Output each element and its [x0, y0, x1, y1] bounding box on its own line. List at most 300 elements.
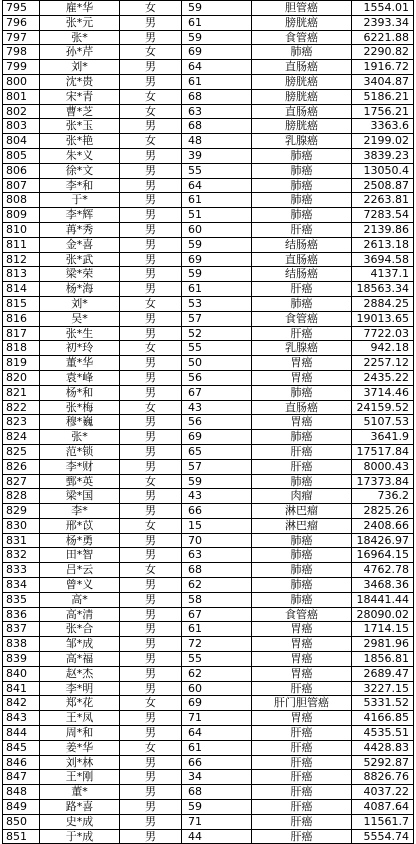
diagnosis-cell: 肝门胆管癌: [252, 696, 352, 711]
patient-sex-cell: 男: [120, 415, 182, 430]
amount-cell: 2825.26: [352, 504, 414, 519]
row-number-cell: 837: [3, 622, 40, 637]
patient-age-cell: 63: [182, 104, 252, 119]
patient-age-cell: 52: [182, 326, 252, 341]
table-row: [3, 370, 414, 385]
patient-name-cell: 初*玲: [40, 341, 120, 356]
patient-sex-cell: 女: [120, 740, 182, 755]
amount-cell: 2435.22: [352, 370, 414, 385]
amount-cell: 4166.85: [352, 711, 414, 726]
patient-sex-cell: 男: [120, 15, 182, 30]
table-row: [3, 30, 414, 45]
table-row: [3, 814, 414, 829]
patient-age-cell: 64: [182, 60, 252, 75]
patient-sex-cell: 男: [120, 208, 182, 223]
amount-cell: 5292.87: [352, 755, 414, 770]
patient-age-cell: 43: [182, 489, 252, 504]
amount-cell: 6221.88: [352, 30, 414, 45]
patient-age-cell: 55: [182, 341, 252, 356]
patient-sex-cell: 女: [120, 518, 182, 533]
row-number-cell: 795: [3, 1, 40, 16]
patient-name-cell: 穆*巍: [40, 415, 120, 430]
patient-name-cell: 李*: [40, 504, 120, 519]
amount-cell: 1714.15: [352, 622, 414, 637]
patient-sex-cell: 女: [120, 1, 182, 16]
table-row: [3, 60, 414, 75]
amount-cell: 2981.96: [352, 637, 414, 652]
amount-cell: 28090.02: [352, 607, 414, 622]
patient-sex-cell: 男: [120, 282, 182, 297]
table-row: [3, 89, 414, 104]
patient-name-cell: 张*玉: [40, 119, 120, 134]
row-number-cell: 810: [3, 222, 40, 237]
table-row: [3, 74, 414, 89]
patient-age-cell: 71: [182, 814, 252, 829]
patient-sex-cell: 男: [120, 444, 182, 459]
table-row: [3, 296, 414, 311]
patient-age-cell: 64: [182, 726, 252, 741]
amount-cell: 2257.12: [352, 356, 414, 371]
patient-name-cell: 王*凤: [40, 711, 120, 726]
row-number-cell: 815: [3, 296, 40, 311]
diagnosis-cell: 直肠癌: [252, 104, 352, 119]
patient-sex-cell: 男: [120, 163, 182, 178]
patient-name-cell: 王*刚: [40, 770, 120, 785]
patient-name-cell: 李*和: [40, 178, 120, 193]
patient-sex-cell: 男: [120, 829, 182, 844]
patient-name-cell: 杨*勇: [40, 533, 120, 548]
patient-age-cell: 43: [182, 400, 252, 415]
row-number-cell: 846: [3, 755, 40, 770]
patient-sex-cell: 女: [120, 45, 182, 60]
patient-age-cell: 55: [182, 652, 252, 667]
patient-name-cell: 田*智: [40, 548, 120, 563]
table-row: [3, 563, 414, 578]
amount-cell: 5186.21: [352, 89, 414, 104]
amount-cell: 8826.76: [352, 770, 414, 785]
table-row: [3, 755, 414, 770]
row-number-cell: 802: [3, 104, 40, 119]
patient-age-cell: 34: [182, 770, 252, 785]
table-row: [3, 134, 414, 149]
patient-sex-cell: 男: [120, 430, 182, 445]
diagnosis-cell: 胃癌: [252, 370, 352, 385]
amount-cell: 13050.4: [352, 163, 414, 178]
row-number-cell: 801: [3, 89, 40, 104]
amount-cell: 4087.64: [352, 800, 414, 815]
amount-cell: 3227.15: [352, 681, 414, 696]
row-number-cell: 806: [3, 163, 40, 178]
diagnosis-cell: 胆管癌: [252, 1, 352, 16]
row-number-cell: 850: [3, 814, 40, 829]
patient-name-cell: 周*和: [40, 726, 120, 741]
row-number-cell: 847: [3, 770, 40, 785]
patient-name-cell: 张*武: [40, 252, 120, 267]
patient-sex-cell: 男: [120, 578, 182, 593]
patient-sex-cell: 男: [120, 504, 182, 519]
patient-name-cell: 袁*峰: [40, 370, 120, 385]
patient-age-cell: 55: [182, 163, 252, 178]
table-row: [3, 740, 414, 755]
diagnosis-cell: 肺癌: [252, 193, 352, 208]
patient-age-cell: 69: [182, 45, 252, 60]
table-row: [3, 104, 414, 119]
row-number-cell: 824: [3, 430, 40, 445]
row-number-cell: 797: [3, 30, 40, 45]
table-row: [3, 548, 414, 563]
patient-name-cell: 宋*青: [40, 89, 120, 104]
diagnosis-cell: 肝癌: [252, 726, 352, 741]
row-number-cell: 814: [3, 282, 40, 297]
patient-age-cell: 69: [182, 430, 252, 445]
table-row: [3, 119, 414, 134]
table-row: [3, 666, 414, 681]
amount-cell: 5107.53: [352, 415, 414, 430]
diagnosis-cell: 直肠癌: [252, 400, 352, 415]
table-row: [3, 1, 414, 16]
patient-sex-cell: 男: [120, 533, 182, 548]
table-row: [3, 385, 414, 400]
patient-age-cell: 59: [182, 237, 252, 252]
patient-sex-cell: 男: [120, 814, 182, 829]
patient-age-cell: 63: [182, 548, 252, 563]
row-number-cell: 832: [3, 548, 40, 563]
diagnosis-cell: 肺癌: [252, 385, 352, 400]
patient-sex-cell: 男: [120, 193, 182, 208]
table-row: [3, 652, 414, 667]
row-number-cell: 831: [3, 533, 40, 548]
diagnosis-cell: 肝癌: [252, 829, 352, 844]
diagnosis-cell: 肺癌: [252, 533, 352, 548]
diagnosis-cell: 肝癌: [252, 681, 352, 696]
amount-cell: 2393.34: [352, 15, 414, 30]
table-row: [3, 252, 414, 267]
patient-sex-cell: 男: [120, 652, 182, 667]
patient-name-cell: 刘*: [40, 60, 120, 75]
patient-name-cell: 刘*: [40, 296, 120, 311]
amount-cell: 2290.82: [352, 45, 414, 60]
patient-name-cell: 李*财: [40, 459, 120, 474]
patient-name-cell: 张*生: [40, 326, 120, 341]
patient-age-cell: 60: [182, 681, 252, 696]
row-number-cell: 844: [3, 726, 40, 741]
amount-cell: 1916.72: [352, 60, 414, 75]
table-row: [3, 267, 414, 282]
patient-sex-cell: 男: [120, 666, 182, 681]
patient-sex-cell: 男: [120, 252, 182, 267]
patient-sex-cell: 女: [120, 400, 182, 415]
diagnosis-cell: 肺癌: [252, 178, 352, 193]
row-number-cell: 821: [3, 385, 40, 400]
patient-age-cell: 71: [182, 711, 252, 726]
patient-sex-cell: 男: [120, 60, 182, 75]
table-row: [3, 444, 414, 459]
amount-cell: 17517.84: [352, 444, 414, 459]
diagnosis-cell: 结肠癌: [252, 267, 352, 282]
diagnosis-cell: 膀胱癌: [252, 15, 352, 30]
table-row: [3, 237, 414, 252]
amount-cell: 942.18: [352, 341, 414, 356]
row-number-cell: 839: [3, 652, 40, 667]
row-number-cell: 803: [3, 119, 40, 134]
patient-age-cell: 59: [182, 30, 252, 45]
patient-age-cell: 61: [182, 15, 252, 30]
diagnosis-cell: 肝癌: [252, 326, 352, 341]
table-row: [3, 400, 414, 415]
diagnosis-cell: 结肠癌: [252, 237, 352, 252]
patient-sex-cell: 男: [120, 459, 182, 474]
patient-age-cell: 72: [182, 637, 252, 652]
patient-age-cell: 65: [182, 444, 252, 459]
diagnosis-cell: 食管癌: [252, 311, 352, 326]
patient-sex-cell: 男: [120, 637, 182, 652]
patient-sex-cell: 女: [120, 134, 182, 149]
diagnosis-cell: 胃癌: [252, 356, 352, 371]
diagnosis-cell: 肺癌: [252, 548, 352, 563]
diagnosis-cell: 肝癌: [252, 800, 352, 815]
table-row: [3, 637, 414, 652]
amount-cell: 2613.18: [352, 237, 414, 252]
patient-sex-cell: 男: [120, 119, 182, 134]
amount-cell: 4037.22: [352, 785, 414, 800]
diagnosis-cell: 肝癌: [252, 770, 352, 785]
patient-sex-cell: 男: [120, 326, 182, 341]
diagnosis-cell: 肝癌: [252, 785, 352, 800]
table-row: [3, 415, 414, 430]
diagnosis-cell: 肺癌: [252, 208, 352, 223]
patient-name-cell: 沈*贵: [40, 74, 120, 89]
table-row: [3, 208, 414, 223]
diagnosis-cell: 直肠癌: [252, 252, 352, 267]
amount-cell: 18563.34: [352, 282, 414, 297]
patient-age-cell: 48: [182, 134, 252, 149]
patient-sex-cell: 男: [120, 237, 182, 252]
row-number-cell: 827: [3, 474, 40, 489]
patient-sex-cell: 男: [120, 770, 182, 785]
patient-sex-cell: 女: [120, 696, 182, 711]
diagnosis-cell: 肝癌: [252, 814, 352, 829]
row-number-cell: 800: [3, 74, 40, 89]
table-row: [3, 45, 414, 60]
amount-cell: 1756.21: [352, 104, 414, 119]
table-row: [3, 504, 414, 519]
table-row: [3, 326, 414, 341]
table-row: [3, 356, 414, 371]
amount-cell: 736.2: [352, 489, 414, 504]
patient-age-cell: 51: [182, 208, 252, 223]
patient-age-cell: 69: [182, 252, 252, 267]
table-body: [3, 1, 414, 844]
patient-name-cell: 鄄*英: [40, 474, 120, 489]
diagnosis-cell: 胃癌: [252, 637, 352, 652]
amount-cell: 18441.44: [352, 592, 414, 607]
diagnosis-cell: 胃癌: [252, 711, 352, 726]
patient-age-cell: 61: [182, 193, 252, 208]
patient-age-cell: 59: [182, 800, 252, 815]
amount-cell: 5554.74: [352, 829, 414, 844]
table-row: [3, 533, 414, 548]
table-row: [3, 311, 414, 326]
patient-cost-table: [2, 0, 414, 844]
row-number-cell: 830: [3, 518, 40, 533]
diagnosis-cell: 肝癌: [252, 282, 352, 297]
diagnosis-cell: 肺癌: [252, 563, 352, 578]
diagnosis-cell: 肉瘤: [252, 489, 352, 504]
patient-sex-cell: 男: [120, 385, 182, 400]
patient-sex-cell: 男: [120, 592, 182, 607]
row-number-cell: 808: [3, 193, 40, 208]
diagnosis-cell: 膀胱癌: [252, 74, 352, 89]
patient-sex-cell: 女: [120, 563, 182, 578]
row-number-cell: 825: [3, 444, 40, 459]
amount-cell: 3468.36: [352, 578, 414, 593]
diagnosis-cell: 肺癌: [252, 45, 352, 60]
patient-sex-cell: 男: [120, 267, 182, 282]
row-number-cell: 849: [3, 800, 40, 815]
row-number-cell: 818: [3, 341, 40, 356]
row-number-cell: 813: [3, 267, 40, 282]
patient-age-cell: 58: [182, 592, 252, 607]
patient-age-cell: 15: [182, 518, 252, 533]
patient-age-cell: 57: [182, 311, 252, 326]
patient-name-cell: 张*: [40, 430, 120, 445]
amount-cell: 2508.87: [352, 178, 414, 193]
amount-cell: 5331.52: [352, 696, 414, 711]
patient-sex-cell: 男: [120, 622, 182, 637]
patient-sex-cell: 女: [120, 89, 182, 104]
patient-name-cell: 苒*秀: [40, 222, 120, 237]
patient-name-cell: 高*: [40, 592, 120, 607]
table-row: [3, 518, 414, 533]
amount-cell: 2263.81: [352, 193, 414, 208]
diagnosis-cell: 肺癌: [252, 163, 352, 178]
diagnosis-cell: 肝癌: [252, 459, 352, 474]
amount-cell: 2884.25: [352, 296, 414, 311]
patient-age-cell: 50: [182, 356, 252, 371]
patient-name-cell: 赵*杰: [40, 666, 120, 681]
amount-cell: 7722.03: [352, 326, 414, 341]
patient-name-cell: 吴*: [40, 311, 120, 326]
patient-age-cell: 60: [182, 222, 252, 237]
patient-sex-cell: 男: [120, 222, 182, 237]
amount-cell: 1554.01: [352, 1, 414, 16]
row-number-cell: 840: [3, 666, 40, 681]
diagnosis-cell: 食管癌: [252, 607, 352, 622]
table-row: [3, 193, 414, 208]
patient-name-cell: 梁*国: [40, 489, 120, 504]
amount-cell: 1856.81: [352, 652, 414, 667]
amount-cell: 2199.02: [352, 134, 414, 149]
amount-cell: 4762.78: [352, 563, 414, 578]
row-number-cell: 804: [3, 134, 40, 149]
patient-name-cell: 张*元: [40, 15, 120, 30]
amount-cell: 11561.7: [352, 814, 414, 829]
amount-cell: 16964.15: [352, 548, 414, 563]
amount-cell: 3363.6: [352, 119, 414, 134]
row-number-cell: 845: [3, 740, 40, 755]
patient-name-cell: 杨*和: [40, 385, 120, 400]
diagnosis-cell: 直肠癌: [252, 60, 352, 75]
row-number-cell: 822: [3, 400, 40, 415]
table-row: [3, 829, 414, 844]
amount-cell: 3641.9: [352, 430, 414, 445]
patient-name-cell: 于*: [40, 193, 120, 208]
table-row: [3, 341, 414, 356]
patient-sex-cell: 男: [120, 800, 182, 815]
amount-cell: 4428.83: [352, 740, 414, 755]
row-number-cell: 826: [3, 459, 40, 474]
patient-sex-cell: 男: [120, 755, 182, 770]
patient-name-cell: 梁*荣: [40, 267, 120, 282]
patient-sex-cell: 男: [120, 74, 182, 89]
diagnosis-cell: 肺癌: [252, 592, 352, 607]
amount-cell: 3839.23: [352, 148, 414, 163]
patient-name-cell: 李*辉: [40, 208, 120, 223]
patient-sex-cell: 男: [120, 726, 182, 741]
patient-name-cell: 董*华: [40, 356, 120, 371]
table-row: [3, 148, 414, 163]
diagnosis-cell: 肝癌: [252, 755, 352, 770]
row-number-cell: 812: [3, 252, 40, 267]
diagnosis-cell: 肝癌: [252, 444, 352, 459]
table-row: [3, 282, 414, 297]
patient-sex-cell: 男: [120, 356, 182, 371]
patient-sex-cell: 男: [120, 370, 182, 385]
amount-cell: 3404.87: [352, 74, 414, 89]
table-row: [3, 770, 414, 785]
diagnosis-cell: 肺癌: [252, 474, 352, 489]
amount-cell: 24159.52: [352, 400, 414, 415]
diagnosis-cell: 膀胱癌: [252, 89, 352, 104]
diagnosis-cell: 乳腺癌: [252, 341, 352, 356]
row-number-cell: 848: [3, 785, 40, 800]
patient-age-cell: 70: [182, 533, 252, 548]
row-number-cell: 798: [3, 45, 40, 60]
diagnosis-cell: 胃癌: [252, 666, 352, 681]
patient-sex-cell: 男: [120, 489, 182, 504]
amount-cell: 3714.46: [352, 385, 414, 400]
patient-sex-cell: 男: [120, 681, 182, 696]
row-number-cell: 823: [3, 415, 40, 430]
table-row: [3, 489, 414, 504]
patient-name-cell: 李*明: [40, 681, 120, 696]
amount-cell: 4535.51: [352, 726, 414, 741]
patient-sex-cell: 男: [120, 30, 182, 45]
patient-name-cell: 徐*文: [40, 163, 120, 178]
diagnosis-cell: 胃癌: [252, 415, 352, 430]
patient-age-cell: 62: [182, 666, 252, 681]
patient-sex-cell: 男: [120, 785, 182, 800]
patient-name-cell: 于*成: [40, 829, 120, 844]
patient-age-cell: 61: [182, 622, 252, 637]
patient-age-cell: 59: [182, 267, 252, 282]
row-number-cell: 836: [3, 607, 40, 622]
amount-cell: 19013.65: [352, 311, 414, 326]
patient-sex-cell: 男: [120, 178, 182, 193]
diagnosis-cell: 膀胱癌: [252, 119, 352, 134]
patient-name-cell: 张*: [40, 30, 120, 45]
amount-cell: 4137.1: [352, 267, 414, 282]
table-row: [3, 607, 414, 622]
patient-age-cell: 66: [182, 504, 252, 519]
patient-sex-cell: 男: [120, 311, 182, 326]
patient-name-cell: 曾*义: [40, 578, 120, 593]
amount-cell: 2139.86: [352, 222, 414, 237]
row-number-cell: 829: [3, 504, 40, 519]
table-row: [3, 622, 414, 637]
table-row: [3, 222, 414, 237]
diagnosis-cell: 肝癌: [252, 740, 352, 755]
